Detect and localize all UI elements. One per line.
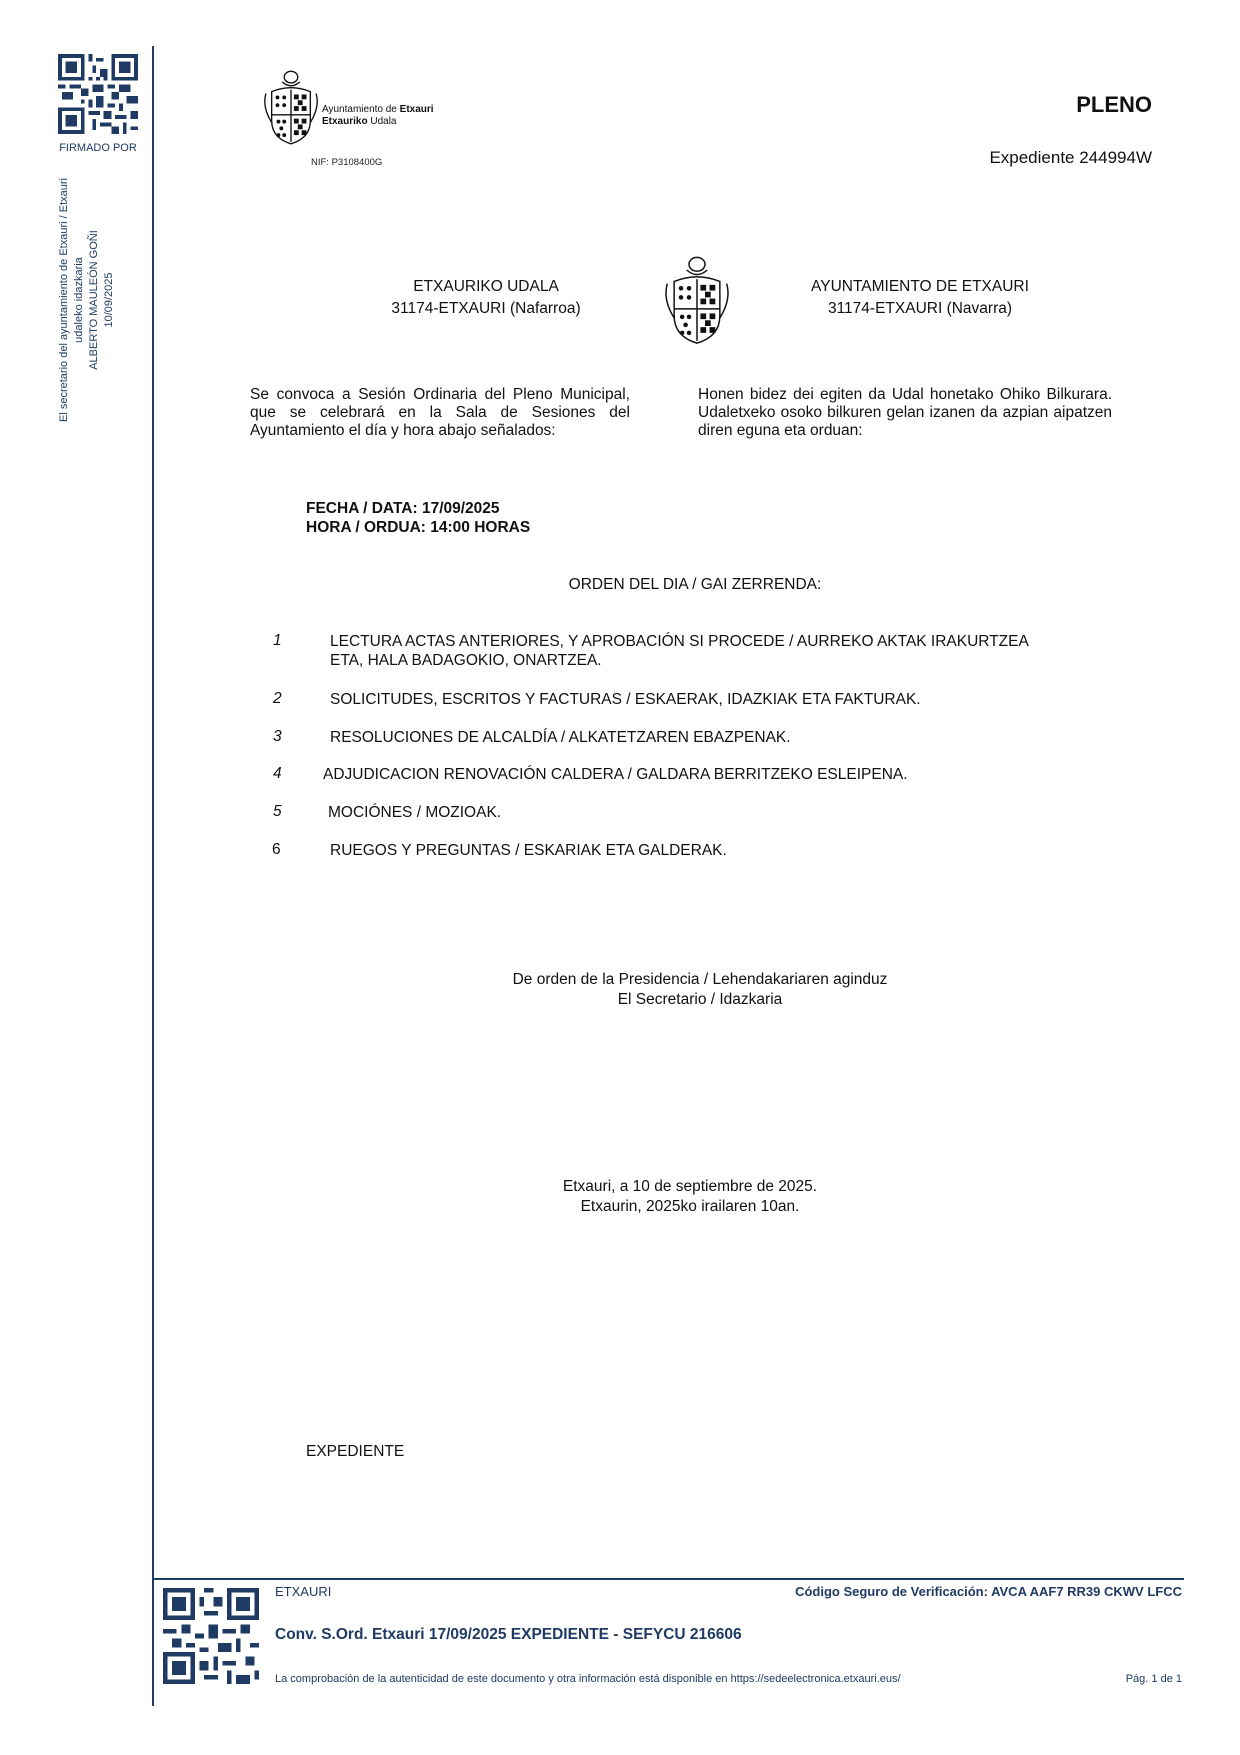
address-right-line2: 31174-ETXAURI (Navarra) — [827, 300, 1013, 317]
signer-line: 10/09/2025 — [103, 272, 115, 328]
qr-code-top — [58, 54, 138, 134]
agenda-item: SOLICITUDES, ESCRITOS Y FACTURAS / ESKAERAK, IDAZKIAK ETA FAKTURAK. — [330, 691, 921, 708]
footer-page-number: Pág. 1 de 1 — [1125, 1673, 1182, 1685]
agenda-title: ORDEN DEL DIA / GAI ZERRENDA: — [568, 576, 822, 593]
meeting-date: FECHA / DATA: 17/09/2025 — [306, 500, 500, 517]
logo-text — [322, 104, 434, 128]
address-right — [760, 276, 1080, 320]
pleno-title: PLENO — [1076, 92, 1152, 117]
address-left-line2: 31174-ETXAURI (Nafarroa) — [391, 300, 581, 317]
logo-line1-prefix: Ayuntamiento de — [322, 104, 400, 115]
intro-spanish: Se convoca a Sesión Ordinaria del Pleno Municipal, que se celebrará en la Sala de Sesiones del Ayuntamiento el día y hora abajo señalados: — [250, 386, 630, 439]
agenda-item-number: 5 — [273, 803, 282, 820]
footer-verification-note: La comprobación de la autenticidad de este documento y otra información está disponible en https://sedeelectronica.etxauri.eus/ — [275, 1673, 901, 1685]
footer-csv-code: Código Seguro de Verificación: AVCA AAF7 RR39 CKWV LFCC — [795, 1584, 1182, 1599]
signed-by-label: FIRMADO POR — [59, 142, 137, 154]
expediente-number: Expediente 244994W — [989, 148, 1152, 167]
agenda-item-line: ETA, HALA BADAGOKIO, ONARTZEA. — [330, 652, 602, 669]
agenda-item-number: 6 — [272, 841, 281, 858]
signer-line: udaleko idazkaria — [73, 257, 85, 343]
signature-block — [400, 970, 1000, 1010]
logo-line1-name: Etxauri — [399, 104, 434, 115]
intro-basque: Honen bidez dei egiten da Udal honetako Ohiko Bilkurara. Udaletxeko osoko bilkuren gelan izanen da azpian aipatzen diren eguna eta orduan: — [698, 386, 1112, 439]
signature-line2: El Secretario / Idazkaria — [617, 991, 783, 1008]
expediente-label: EXPEDIENTE — [306, 1443, 405, 1460]
footer-entity: ETXAURI — [275, 1584, 332, 1599]
agenda-item: MOCIÓNES / MOZIOAK. — [328, 804, 502, 821]
coat-of-arms-logo — [262, 68, 320, 150]
agenda-item — [330, 632, 1170, 670]
footer-document-title: Conv. S.Ord. Etxauri 17/09/2025 EXPEDIENTE - SEFYCU 216606 — [275, 1626, 742, 1643]
agenda-item-number: 2 — [273, 690, 282, 707]
left-margin-rule — [152, 46, 154, 1706]
signer-block — [57, 160, 117, 440]
address-right-line1: AYUNTAMIENTO DE ETXAURI — [811, 278, 1029, 295]
address-left — [336, 276, 636, 320]
agenda-item-number: 1 — [273, 632, 282, 649]
place-date-line2: Etxaurin, 2025ko irailaren 10an. — [580, 1198, 800, 1215]
meeting-time: HORA / ORDUA: 14:00 HORAS — [306, 519, 531, 536]
agenda-item-line: LECTURA ACTAS ANTERIORES, Y APROBACIÓN SI PROCEDE / AURREKO AKTAK IRAKURTZEA — [330, 633, 1029, 650]
agenda-item-number: 3 — [273, 728, 282, 745]
signature-line1: De orden de la Presidencia / Lehendakariaren aginduz — [512, 971, 888, 988]
nif-label: NIF: P3108400G — [311, 157, 383, 168]
place-date-line1: Etxauri, a 10 de septiembre de 2025. — [562, 1178, 818, 1195]
agenda-item: RUEGOS Y PREGUNTAS / ESKARIAK ETA GALDERAK. — [330, 842, 727, 859]
qr-code-footer — [163, 1588, 259, 1684]
footer-rule — [152, 1578, 1184, 1580]
agenda-item: ADJUDICACION RENOVACIÓN CALDERA / GALDARA BERRITZEKO ESLEIPENA. — [323, 766, 908, 783]
agenda-item: RESOLUCIONES DE ALCALDÍA / ALKATETZAREN EBAZPENAK. — [330, 729, 791, 746]
signer-line: El secretario del ayuntamiento de Etxauri / Etxauri — [58, 178, 70, 422]
address-left-line1: ETXAURIKO UDALA — [413, 278, 559, 295]
coat-of-arms-center — [662, 254, 732, 350]
signer-line: ALBERTO MAULEÓN GOÑI — [88, 230, 100, 370]
logo-line2-suffix: Udala — [367, 116, 397, 127]
agenda-item-number: 4 — [273, 765, 282, 782]
place-date-block — [420, 1177, 960, 1217]
logo-line2-name: Etxauriko — [322, 116, 368, 127]
